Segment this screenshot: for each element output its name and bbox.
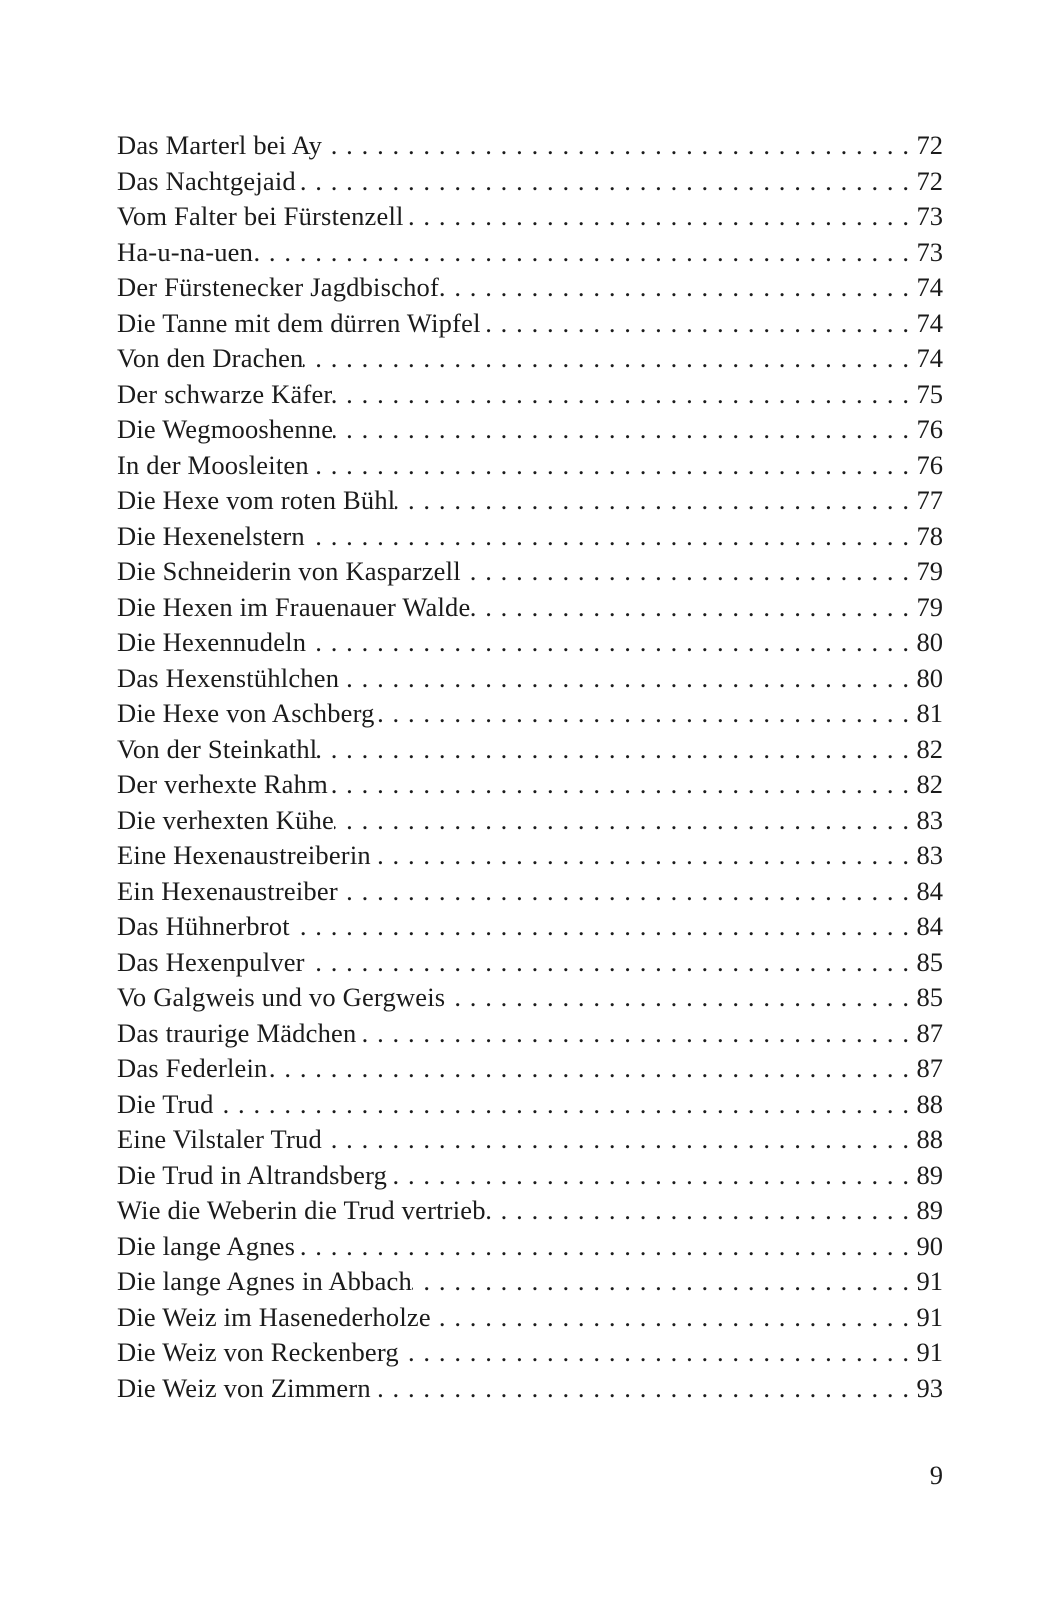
- dot-leader: [375, 696, 909, 732]
- toc-entry: [117, 1300, 943, 1336]
- toc-entry-title: Der verhexte Rahm: [117, 769, 328, 799]
- toc-entry-title: Der Fürstenecker Jagdbischof: [117, 272, 440, 302]
- dot-leader: [338, 874, 909, 910]
- dot-leader-dots: [371, 838, 909, 874]
- dot-leader-dots: [439, 270, 909, 306]
- toc-entry-title: Vom Falter bei Fürstenzell: [117, 201, 404, 231]
- dot-leader: [306, 625, 909, 661]
- toc-entry: [117, 235, 943, 271]
- dot-leader-dots: [253, 235, 909, 271]
- dot-leader: [317, 732, 909, 768]
- toc-entry-page-number: 73: [916, 236, 943, 267]
- toc-entry: [117, 377, 943, 413]
- toc-entry-title: Die lange Agnes: [117, 1230, 296, 1261]
- dot-leader: [305, 519, 909, 555]
- toc-entry-title: Die Weiz im Hasenederholze: [117, 1301, 431, 1332]
- toc-entry: [117, 1158, 943, 1194]
- dot-leader: [322, 1122, 909, 1158]
- dot-leader: [332, 377, 909, 413]
- toc-entry-page-number: 84: [916, 875, 943, 906]
- toc-entry-page-number: 82: [916, 769, 943, 799]
- toc-entry-page-number: 82: [916, 733, 943, 764]
- toc-entry: [117, 270, 943, 306]
- dot-leader: [253, 235, 909, 271]
- toc-entry-title: Eine Vilstaler Trud: [117, 1124, 322, 1154]
- toc-entry-page-number: 83: [916, 840, 943, 870]
- dot-leader: [296, 164, 909, 200]
- dot-leader: [461, 554, 909, 590]
- toc-entry: [117, 448, 943, 484]
- dot-leader-dots: [399, 1335, 909, 1371]
- dot-leader: [214, 1087, 909, 1123]
- toc-entry: [117, 661, 943, 697]
- dot-leader: [356, 1016, 909, 1052]
- dot-leader: [309, 448, 909, 484]
- toc-entry: [117, 696, 943, 732]
- toc-entry: [117, 341, 943, 377]
- toc-entry: [117, 1193, 943, 1229]
- toc-entry: [117, 128, 943, 164]
- toc-entry-page-number: 89: [916, 1195, 943, 1225]
- dot-leader-dots: [309, 448, 909, 484]
- toc-entry-page-number: 76: [916, 414, 943, 444]
- toc-entry-page-number: 91: [916, 1266, 943, 1296]
- toc-entry: [117, 874, 943, 910]
- dot-leader: [305, 945, 909, 981]
- dot-leader: [303, 341, 909, 377]
- toc-entry-title: Das Hexenpulver: [117, 946, 305, 977]
- dot-leader: [328, 767, 909, 803]
- toc-entry-page-number: 72: [916, 165, 943, 196]
- toc-entry: [117, 1229, 943, 1265]
- toc-entry: [117, 483, 943, 519]
- toc-entry-title: Die Schneiderin von Kasparzell: [117, 556, 461, 586]
- dot-leader-dots: [387, 1158, 909, 1194]
- dot-leader: [431, 1300, 909, 1336]
- dot-leader: [268, 1051, 909, 1087]
- toc-entry-title: Die Weiz von Zimmern: [117, 1372, 371, 1403]
- toc-entry-page-number: 73: [916, 201, 943, 231]
- toc-entry-title: Die lange Agnes in Abbach: [117, 1266, 412, 1296]
- dot-leader: [371, 1371, 909, 1407]
- toc-entry: [117, 1264, 943, 1300]
- dot-leader: [387, 1158, 909, 1194]
- dot-leader-dots: [305, 945, 909, 981]
- toc-entry-title: Die Hexen im Frauenauer Walde: [117, 591, 471, 622]
- dot-leader-dots: [295, 1229, 909, 1265]
- toc-entry-page-number: 74: [916, 343, 943, 373]
- toc-entry-title: Ha-u-na-uen: [117, 236, 254, 267]
- dot-leader-dots: [445, 980, 909, 1016]
- dot-leader-dots: [268, 1051, 909, 1087]
- dot-leader-dots: [486, 1193, 909, 1229]
- dot-leader: [439, 270, 909, 306]
- dot-leader-dots: [322, 128, 909, 164]
- toc-entry-title: Der schwarze Käfer: [117, 378, 333, 409]
- dot-leader-dots: [296, 164, 909, 200]
- dot-leader-dots: [481, 306, 909, 342]
- dot-leader-dots: [338, 874, 909, 910]
- dot-leader-dots: [306, 625, 909, 661]
- toc-entry: [117, 590, 943, 626]
- toc-entry: [117, 803, 943, 839]
- toc-entry: [117, 519, 943, 555]
- toc-entry-page-number: 93: [916, 1372, 943, 1403]
- toc-entry-title: Die Hexe von Aschberg: [117, 698, 375, 728]
- toc-entry: [117, 838, 943, 874]
- dot-leader: [395, 483, 909, 519]
- toc-entry-page-number: 74: [916, 272, 943, 302]
- dot-leader-dots: [303, 341, 909, 377]
- toc-entry-page-number: 80: [916, 627, 943, 657]
- dot-leader-dots: [317, 732, 909, 768]
- toc-entry-title: Die Hexenelstern: [117, 520, 305, 551]
- toc-entry-page-number: 75: [916, 378, 943, 409]
- dot-leader: [333, 412, 909, 448]
- toc-entry-page-number: 85: [916, 982, 943, 1012]
- dot-leader: [334, 803, 909, 839]
- toc-entry-title: Das traurige Mädchen: [117, 1017, 357, 1048]
- dot-leader-dots: [461, 554, 909, 590]
- dot-leader: [322, 128, 909, 164]
- toc-entry-title: Die Tanne mit dem dürren Wipfel: [117, 307, 481, 338]
- toc-entry-page-number: 72: [916, 130, 943, 160]
- toc-entry-title: Das Hexenstühlchen: [117, 662, 340, 693]
- toc-entry: [117, 1087, 943, 1123]
- dot-leader: [404, 199, 909, 235]
- dot-leader: [481, 306, 909, 342]
- dot-leader: [445, 980, 909, 1016]
- toc-entry: [117, 909, 943, 945]
- toc-entry-title: Die Weiz von Reckenberg: [117, 1337, 399, 1367]
- dot-leader-dots: [333, 412, 909, 448]
- toc-entry-page-number: 85: [916, 946, 943, 977]
- toc-entry-title: Von den Drachen: [117, 343, 304, 373]
- toc-entry-page-number: 84: [916, 911, 943, 941]
- toc-entry-title: Eine Hexenaustreiberin: [117, 840, 371, 870]
- toc-entry-page-number: 83: [916, 804, 943, 835]
- toc-entry-page-number: 91: [916, 1301, 943, 1332]
- dot-leader-dots: [334, 803, 909, 839]
- dot-leader-dots: [332, 377, 909, 413]
- dot-leader-dots: [412, 1264, 909, 1300]
- toc-entry-page-number: 81: [916, 698, 943, 728]
- dot-leader: [486, 1193, 909, 1229]
- toc-entry-title: Von der Steinkathl: [117, 733, 318, 764]
- toc-entry: [117, 1051, 943, 1087]
- dot-leader-dots: [375, 696, 909, 732]
- page-number: 9: [929, 1460, 943, 1490]
- toc-entry-title: Wie die Weberin die Trud vertrieb: [117, 1195, 486, 1225]
- dot-leader-dots: [214, 1087, 909, 1123]
- toc-entry: [117, 945, 943, 981]
- toc-entry-title: Das Federlein: [117, 1053, 268, 1083]
- dot-leader: [412, 1264, 909, 1300]
- toc-entry: [117, 412, 943, 448]
- dot-leader-dots: [339, 661, 909, 697]
- toc-entry-title: Ein Hexenaustreiber: [117, 875, 338, 906]
- dot-leader-dots: [431, 1300, 909, 1336]
- dot-leader-dots: [290, 909, 909, 945]
- toc-entry: [117, 1016, 943, 1052]
- toc-entry: [117, 980, 943, 1016]
- toc-entry-title: Vo Galgweis und vo Gergweis: [117, 982, 446, 1012]
- toc-entry-page-number: 76: [916, 449, 943, 480]
- toc-entry-page-number: 79: [916, 556, 943, 586]
- dot-leader-dots: [322, 1122, 909, 1158]
- toc-entry-page-number: 80: [916, 662, 943, 693]
- toc-entry-title: Die Trud: [117, 1088, 214, 1119]
- dot-leader: [399, 1335, 909, 1371]
- dot-leader-dots: [356, 1016, 909, 1052]
- toc-entry-title: Die verhexten Kühe: [117, 804, 334, 835]
- dot-leader-dots: [395, 483, 909, 519]
- toc-entry-page-number: 88: [916, 1124, 943, 1154]
- toc-entry-page-number: 79: [916, 591, 943, 622]
- toc-entry: [117, 1371, 943, 1407]
- toc-entry-page-number: 87: [916, 1017, 943, 1048]
- toc-entry: [117, 767, 943, 803]
- toc-entry-page-number: 88: [916, 1088, 943, 1119]
- dot-leader-dots: [371, 1371, 909, 1407]
- dot-leader-dots: [328, 767, 909, 803]
- toc-entry-page-number: 74: [916, 307, 943, 338]
- toc-entry: [117, 625, 943, 661]
- toc-entry-page-number: 77: [916, 485, 943, 515]
- toc-entry-title: Die Trud in Altrandsberg: [117, 1159, 388, 1190]
- table-of-contents: [117, 128, 943, 1406]
- toc-entry: [117, 164, 943, 200]
- toc-entry: [117, 732, 943, 768]
- dot-leader: [295, 1229, 909, 1265]
- toc-entry: [117, 306, 943, 342]
- dot-leader: [371, 838, 909, 874]
- toc-entry: [117, 1335, 943, 1371]
- toc-entry-title: In der Moosleiten: [117, 449, 309, 480]
- toc-entry-title: Die Hexennudeln: [117, 627, 307, 657]
- toc-entry-page-number: 89: [916, 1159, 943, 1190]
- toc-entry-page-number: 91: [916, 1337, 943, 1367]
- toc-entry-page-number: 78: [916, 520, 943, 551]
- dot-leader-dots: [305, 519, 909, 555]
- toc-entry-title: Die Wegmooshenne: [117, 414, 334, 444]
- dot-leader-dots: [404, 199, 909, 235]
- toc-entry: [117, 554, 943, 590]
- dot-leader-dots: [470, 590, 909, 626]
- dot-leader: [470, 590, 909, 626]
- dot-leader: [339, 661, 909, 697]
- toc-entry-title: Die Hexe vom roten Bühl: [117, 485, 396, 515]
- toc-entry-title: Das Hühnerbrot: [117, 911, 290, 941]
- toc-entry: [117, 199, 943, 235]
- toc-entry-page-number: 87: [916, 1053, 943, 1083]
- dot-leader: [290, 909, 909, 945]
- toc-entry-title: Das Marterl bei Ay: [117, 130, 323, 160]
- toc-entry-page-number: 90: [916, 1230, 943, 1261]
- toc-entry: [117, 1122, 943, 1158]
- toc-entry-title: Das Nachtgejaid: [117, 165, 296, 196]
